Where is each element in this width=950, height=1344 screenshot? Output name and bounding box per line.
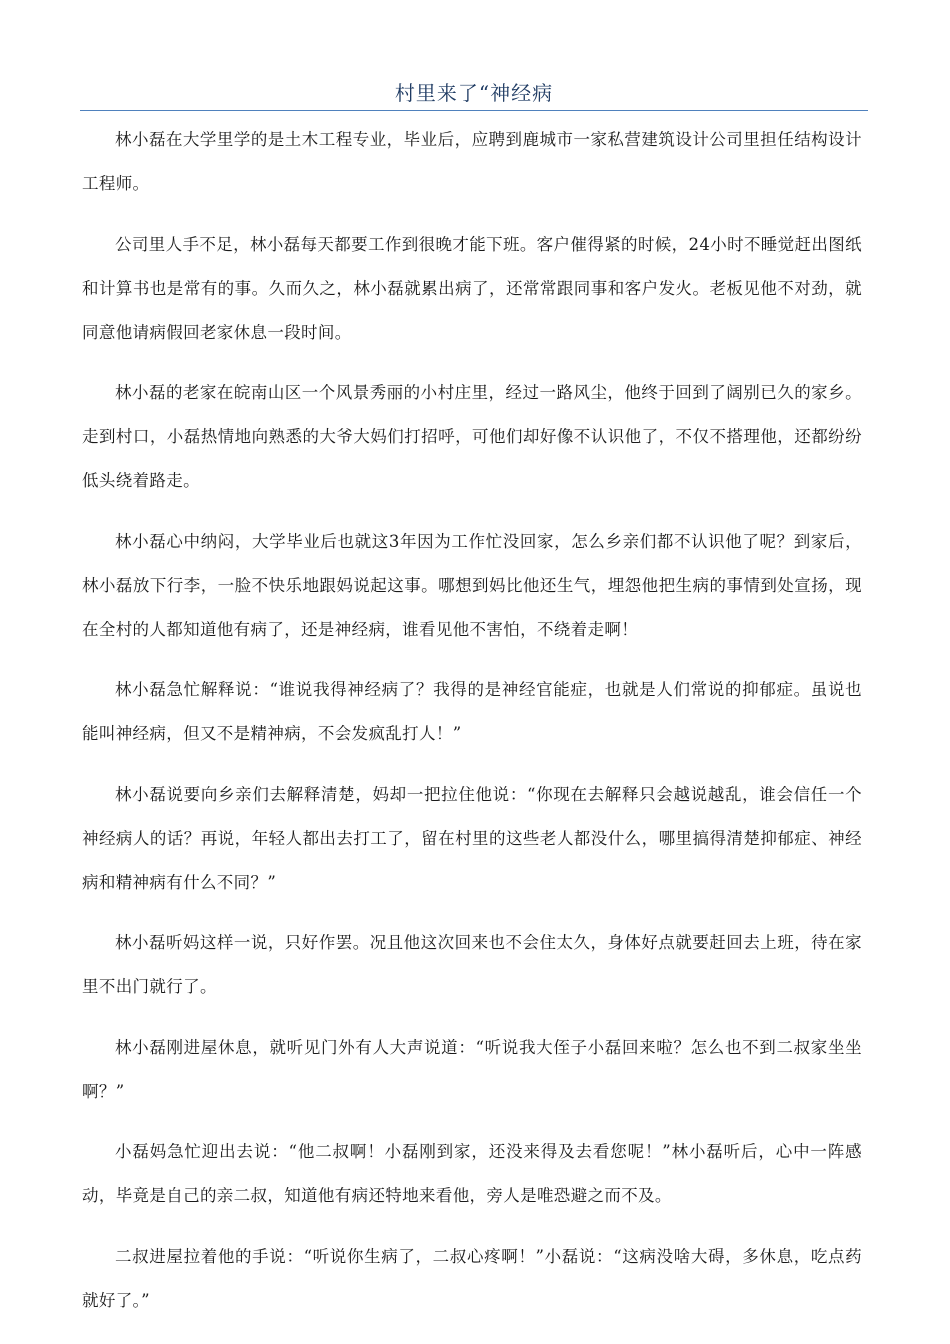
paragraph-3: 林小磊的老家在皖南山区一个风景秀丽的小村庄里，经过一路风尘，他终于回到了阔别已久的家乡。走到村口，小磊热情地向熟悉的大爷大妈们打招呼，可他们却好像不认识他了，不仅不搭理他，还都纷纷低头绕着路走。 [82, 383, 862, 490]
paragraph-4: 林小磊心中纳闷，大学毕业后也就这3年因为工作忙没回家，怎么乡亲们都不认识他了呢？到家后，林小磊放下行李，一脸不快乐地跟妈说起这事。哪想到妈比他还生气，埋怨他把生病的事情到处宣扬，现在全村的人都知道他有病了，还是神经病，谁看见他不害怕，不绕着走啊！ [82, 531, 862, 639]
paragraph-1: 林小磊在大学里学的是土木工程专业，毕业后，应聘到鹿城市一家私营建筑设计公司里担任结构设计工程师。 [82, 130, 862, 193]
paragraph-6: 林小磊说要向乡亲们去解释清楚，妈却一把拉住他说：“你现在去解释只会越说越乱，谁会信任一个神经病人的话？再说，年轻人都出去打工了，留在村里的这些老人都没什么，哪里搞得清楚抑郁症、神经病和精神病有什么不同？” [82, 784, 862, 892]
paragraph-9: 小磊妈急忙迎出去说：“他二叔啊！小磊刚到家，还没来得及去看您呢！”林小磊听后，心中一阵感动，毕竟是自己的亲二叔，知道他有病还特地来看他，旁人是唯恐避之而不及。 [82, 1142, 862, 1205]
title-header [80, 78, 868, 111]
article-body [82, 118, 862, 1339]
paragraph-2: 公司里人手不足，林小磊每天都要工作到很晚才能下班。客户催得紧的时候，24小时不睡觉赶出图纸和计算书也是常有的事。久而久之，林小磊就累出病了，还常常跟同事和客户发火。老板见他不对劲，就同意他请病假回老家休息一段时间。 [82, 234, 862, 342]
paragraph-7: 林小磊听妈这样一说，只好作罢。况且他这次回来也不会住太久，身体好点就要赶回去上班，待在家里不出门就行了。 [82, 933, 862, 996]
document-title: 村里来了“神经病 [394, 81, 554, 105]
paragraph-8: 林小磊刚进屋休息，就听见门外有人大声说道：“听说我大侄子小磊回来啦？怎么也不到二叔家坐坐啊？” [82, 1037, 862, 1101]
paragraph-5: 林小磊急忙解释说：“谁说我得神经病了？我得的是神经官能症，也就是人们常说的抑郁症。虽说也能叫神经病，但又不是精神病，不会发疯乱打人！” [82, 680, 862, 743]
paragraph-10: 二叔进屋拉着他的手说：“听说你生病了，二叔心疼啊！”小磊说：“这病没啥大碍，多休息，吃点药就好了。” [82, 1246, 862, 1310]
